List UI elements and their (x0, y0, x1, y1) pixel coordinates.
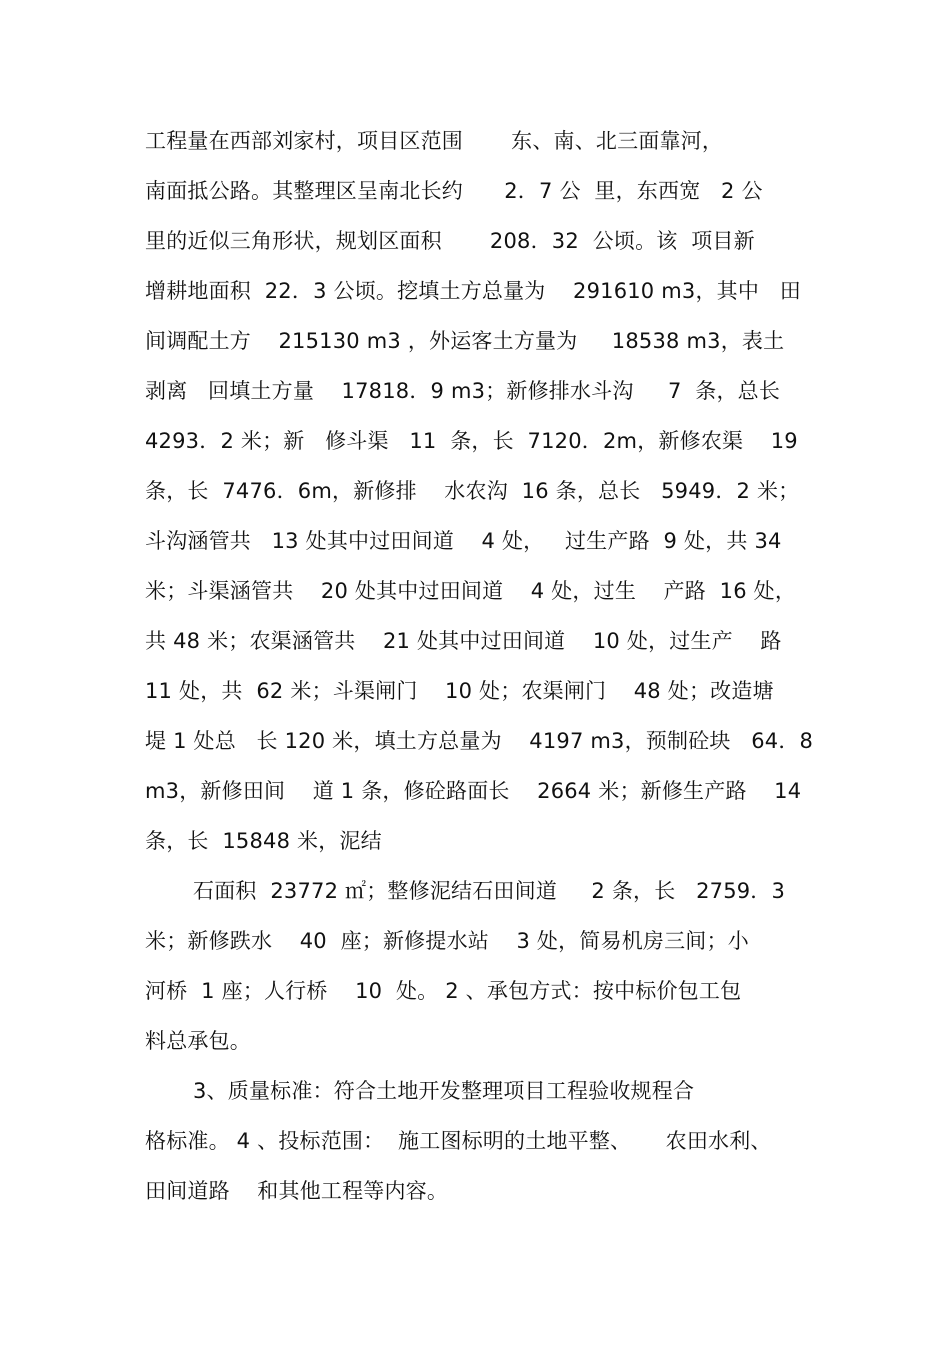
text-line: 4293．2 米；新 修斗渠 11 条，长 7120．2m，新修农渠 19 (145, 429, 798, 453)
text-line: 米；新修跌水 40 座；新修提水站 3 处，简易机房三间；小 (145, 929, 749, 953)
text-line: 田间道路 和其他工程等内容。 (145, 1179, 449, 1203)
text-line: 河桥 1 座；人行桥 10 处。 2 、承包方式：按中标价包工包 (145, 979, 742, 1003)
text-line: 格标准。 4 、投标范围： 施工图标明的土地平整、 农田水利、 (145, 1129, 772, 1153)
text-line: 剥离 回填土方量 17818．9 m3；新修排水斗沟 7 条，总长 (145, 379, 781, 403)
text-line: 增耕地面积 22．3 公顷。挖填土方总量为 291610 m3，其中 田 (145, 279, 801, 303)
text-line: 石面积 23772 ㎡；整修泥结石田间道 2 条，长 2759．3 (193, 879, 786, 903)
text-line: 堤 1 处总 长 120 米，填土方总量为 4197 m3，预制砼块 64．8 (145, 729, 814, 753)
text-line: 条，长 15848 米，泥结 (145, 829, 382, 853)
text-line: 斗沟涵管共 13 处其中过田间道 4 处， 过生产路 9 处，共 34 (145, 529, 782, 553)
text-line: 3、质量标准：符合土地开发整理项目工程验收规程合 (193, 1079, 695, 1103)
text-line: 米；斗渠涵管共 20 处其中过田间道 4 处，过生 产路 16 处， (145, 579, 797, 603)
text-line: 11 处，共 62 米；斗渠闸门 10 处；农渠闸门 48 处；改造塘 (145, 679, 774, 703)
text-line: 间调配土方 215130 m3 ，外运客土方量为 18538 m3，表土 (145, 329, 785, 353)
text-line: 条，长 7476．6m，新修排 水农沟 16 条，总长 5949．2 米； (145, 479, 800, 503)
text-line: 里的近似三角形状，规划区面积 208．32 公顷。该 项目新 (145, 229, 755, 253)
text-line: 南面抵公路。其整理区呈南北长约 2．7 公 里，东西宽 2 公 (145, 179, 763, 203)
text-line: m3，新修田间 道 1 条，修砼路面长 2664 米；新修生产路 14 (145, 779, 802, 803)
text-line: 共 48 米；农渠涵管共 21 处其中过田间道 10 处，过生产 路 (145, 629, 782, 653)
text-line: 工程量在西部刘家村，项目区范围 东、南、北三面靠河， (145, 129, 724, 153)
text-line: 料总承包。 (145, 1029, 251, 1053)
